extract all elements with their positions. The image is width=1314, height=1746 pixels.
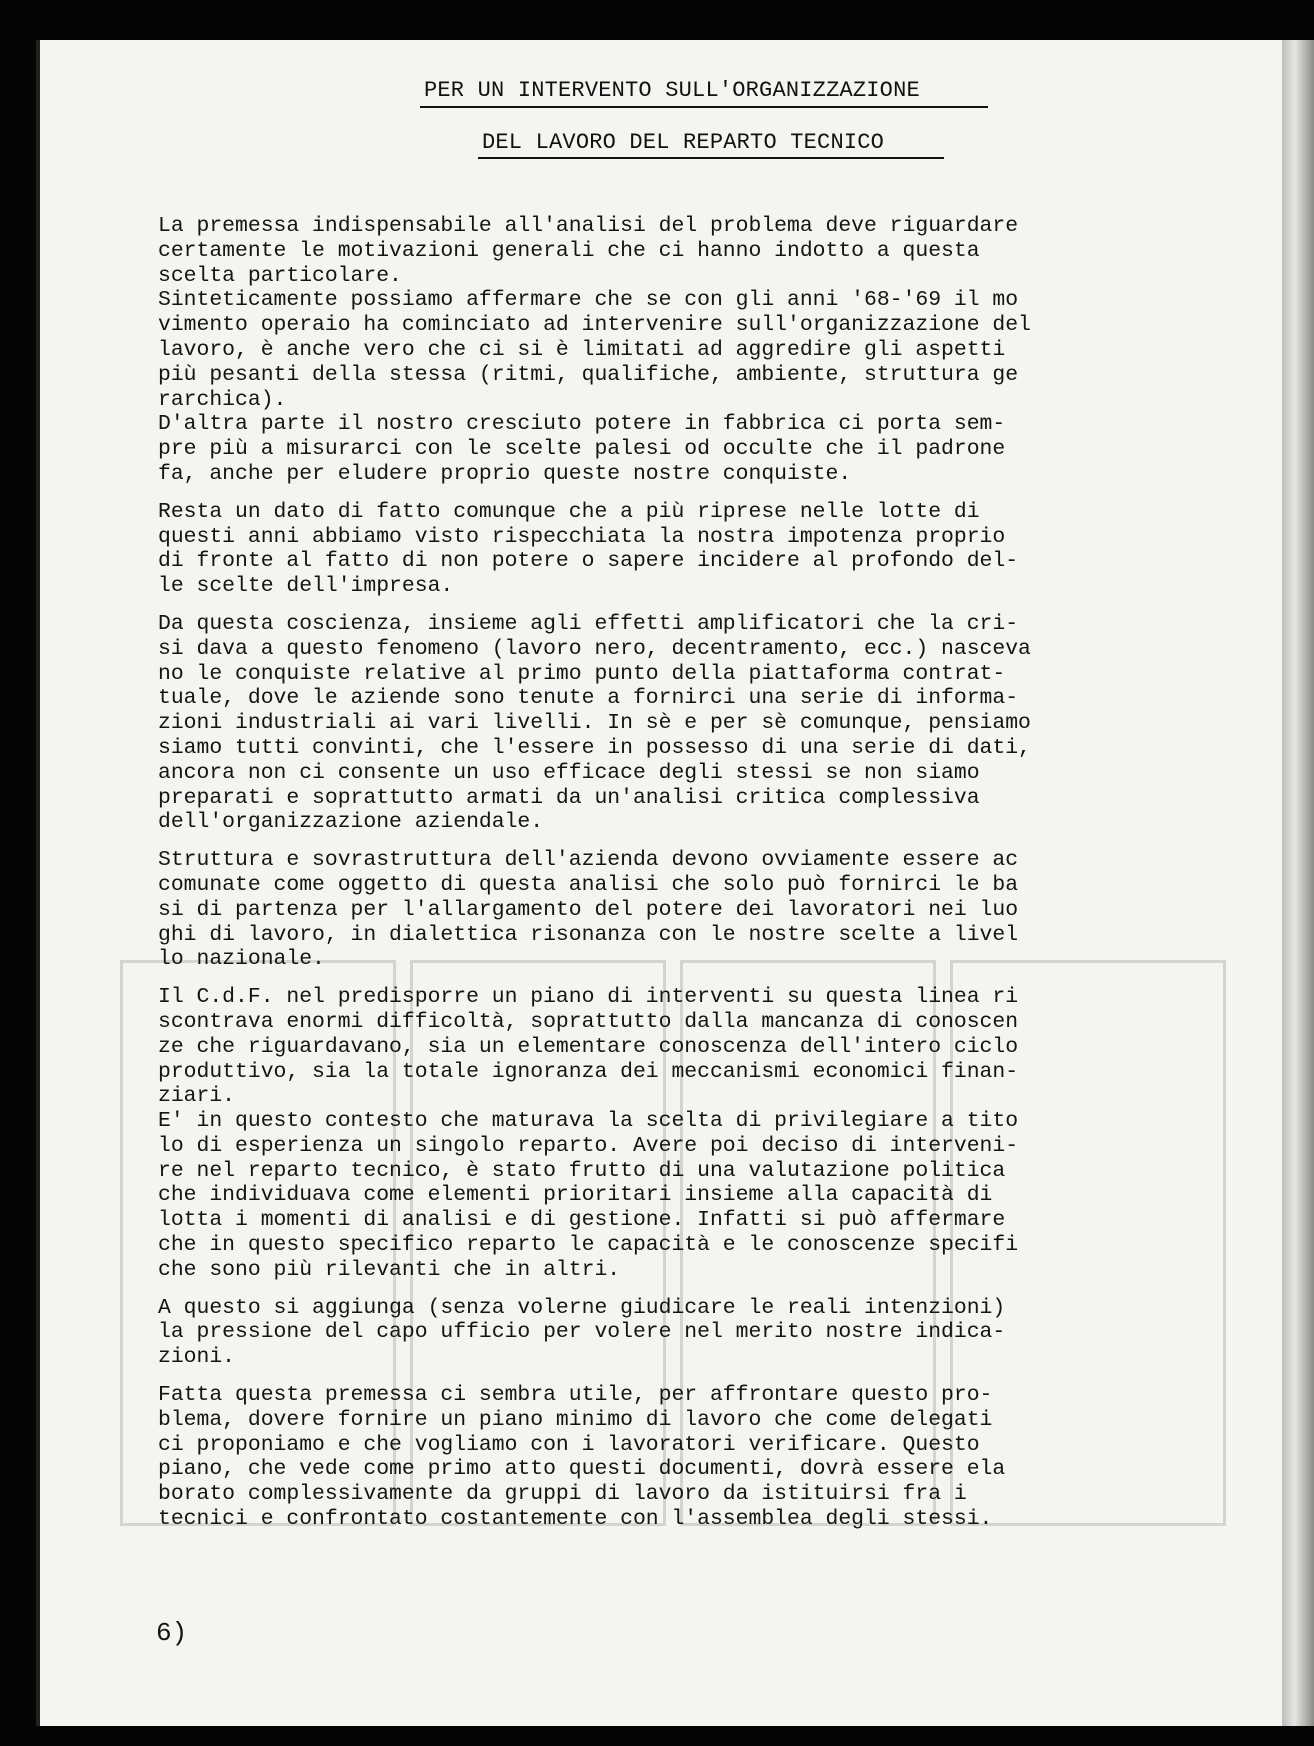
document-title-line1: PER UN INTERVENTO SULL'ORGANIZZAZIONE (424, 78, 920, 103)
title-underline-1 (420, 106, 988, 108)
document-title-line2: DEL LAVORO DEL REPARTO TECNICO (482, 130, 885, 155)
paragraph: Resta un dato di fatto comunque che a più riprese nelle lotte di questi anni abbiamo visto rispecchiata la nostra impotenza proprio di fronte al fatto di non potere o sapere incidere al profondo del- le scelte dell'impresa. (158, 499, 1019, 599)
page-number: 6) (156, 1618, 188, 1648)
paragraph: E' in questo contesto che maturava la scelta di privilegiare a tito lo di esperienza un singolo reparto. Avere poi deciso di interveni- re nel reparto tecnico, è stato frutto di una valutazione politica che individuava come elementi prioritari insieme alla capacità di lotta i momenti di analisi e di gestione. Infatti si può affermare che in questo specifico reparto le capacità e le conoscenze specifi che sono più rilevanti che in altri. (158, 1109, 1019, 1282)
paragraph: Struttura e sovrastruttura dell'azienda devono ovviamente essere ac comunate come oggetto di questa analisi che solo può fornirci le ba si di partenza per l'allargamento del potere dei lavoratori nei luo ghi di lavoro, in dialettica risonanza con le nostre scelte a livel lo nazionale. (158, 848, 1019, 972)
paragraph: La premessa indispensabile all'analisi del problema deve riguardare certamente le motivazioni generali che ci hanno indotto a questa scelta particolare. (158, 214, 1019, 288)
page-edge (1282, 40, 1314, 1726)
paragraph: Il C.d.F. nel predisporre un piano di interventi su questa linea ri scontrava enormi difficoltà, soprattutto dalla mancanza di conoscen ze che riguardavano, sia un elementare conoscenza dell'intero ciclo produttivo, sia la totale ignoranza dei meccanismi economici finan- ziari. (158, 985, 1019, 1109)
paragraph: Sinteticamente possiamo affermare che se con gli anni '68-'69 il mo vimento operaio ha cominciato ad intervenire sull'organizzazione del lavoro, è anche vero che ci si è limitati ad aggredire gli aspetti più pesanti della stessa (ritmi, qualifiche, ambiente, struttura ge rarchica). (158, 288, 1031, 412)
title-underline-2 (478, 157, 944, 159)
paragraph: A questo si aggiunga (senza volerne giudicare le reali intenzioni) la pressione del capo ufficio per volere nel merito nostre indica- zioni. (158, 1295, 1006, 1370)
paragraph: D'altra parte il nostro cresciuto potere in fabbrica ci porta sem- pre più a misurarci con le scelte palesi od occulte che il padrone fa, anche per eludere proprio queste nostre conquiste. (158, 412, 1006, 486)
paragraph: Fatta questa premessa ci sembra utile, per affrontare questo pro- blema, dovere fornire un piano minimo di lavoro che come delegati ci proponiamo e che vogliamo con i lavoratori verificare. Questo piano, che vede come primo atto questi documenti, dovrà essere ela borato complessivamente da gruppi di lavoro da istituirsi fra i tecnici e confrontato costantemente con l'assemblea degli stessi. (158, 1383, 1006, 1532)
document-body (158, 214, 1228, 1545)
paragraph: Da questa coscienza, insieme agli effetti amplificatori che la cri- si dava a questo fenomeno (lavoro nero, decentramento, ecc.) nasceva no le conquiste relative al primo punto della piattaforma contrat- tuale, dove le aziende sono tenute a fornirci una serie di informa- zioni industriali ai vari livelli. In sè e per sè comunque, pensiamo siamo tutti convinti, che l'essere in possesso di una serie di dati, ancora non ci consente un uso efficace degli stessi se non siamo preparati e soprattutto armati da un'analisi critica complessiva dell'organizzazione aziendale. (158, 611, 1031, 835)
